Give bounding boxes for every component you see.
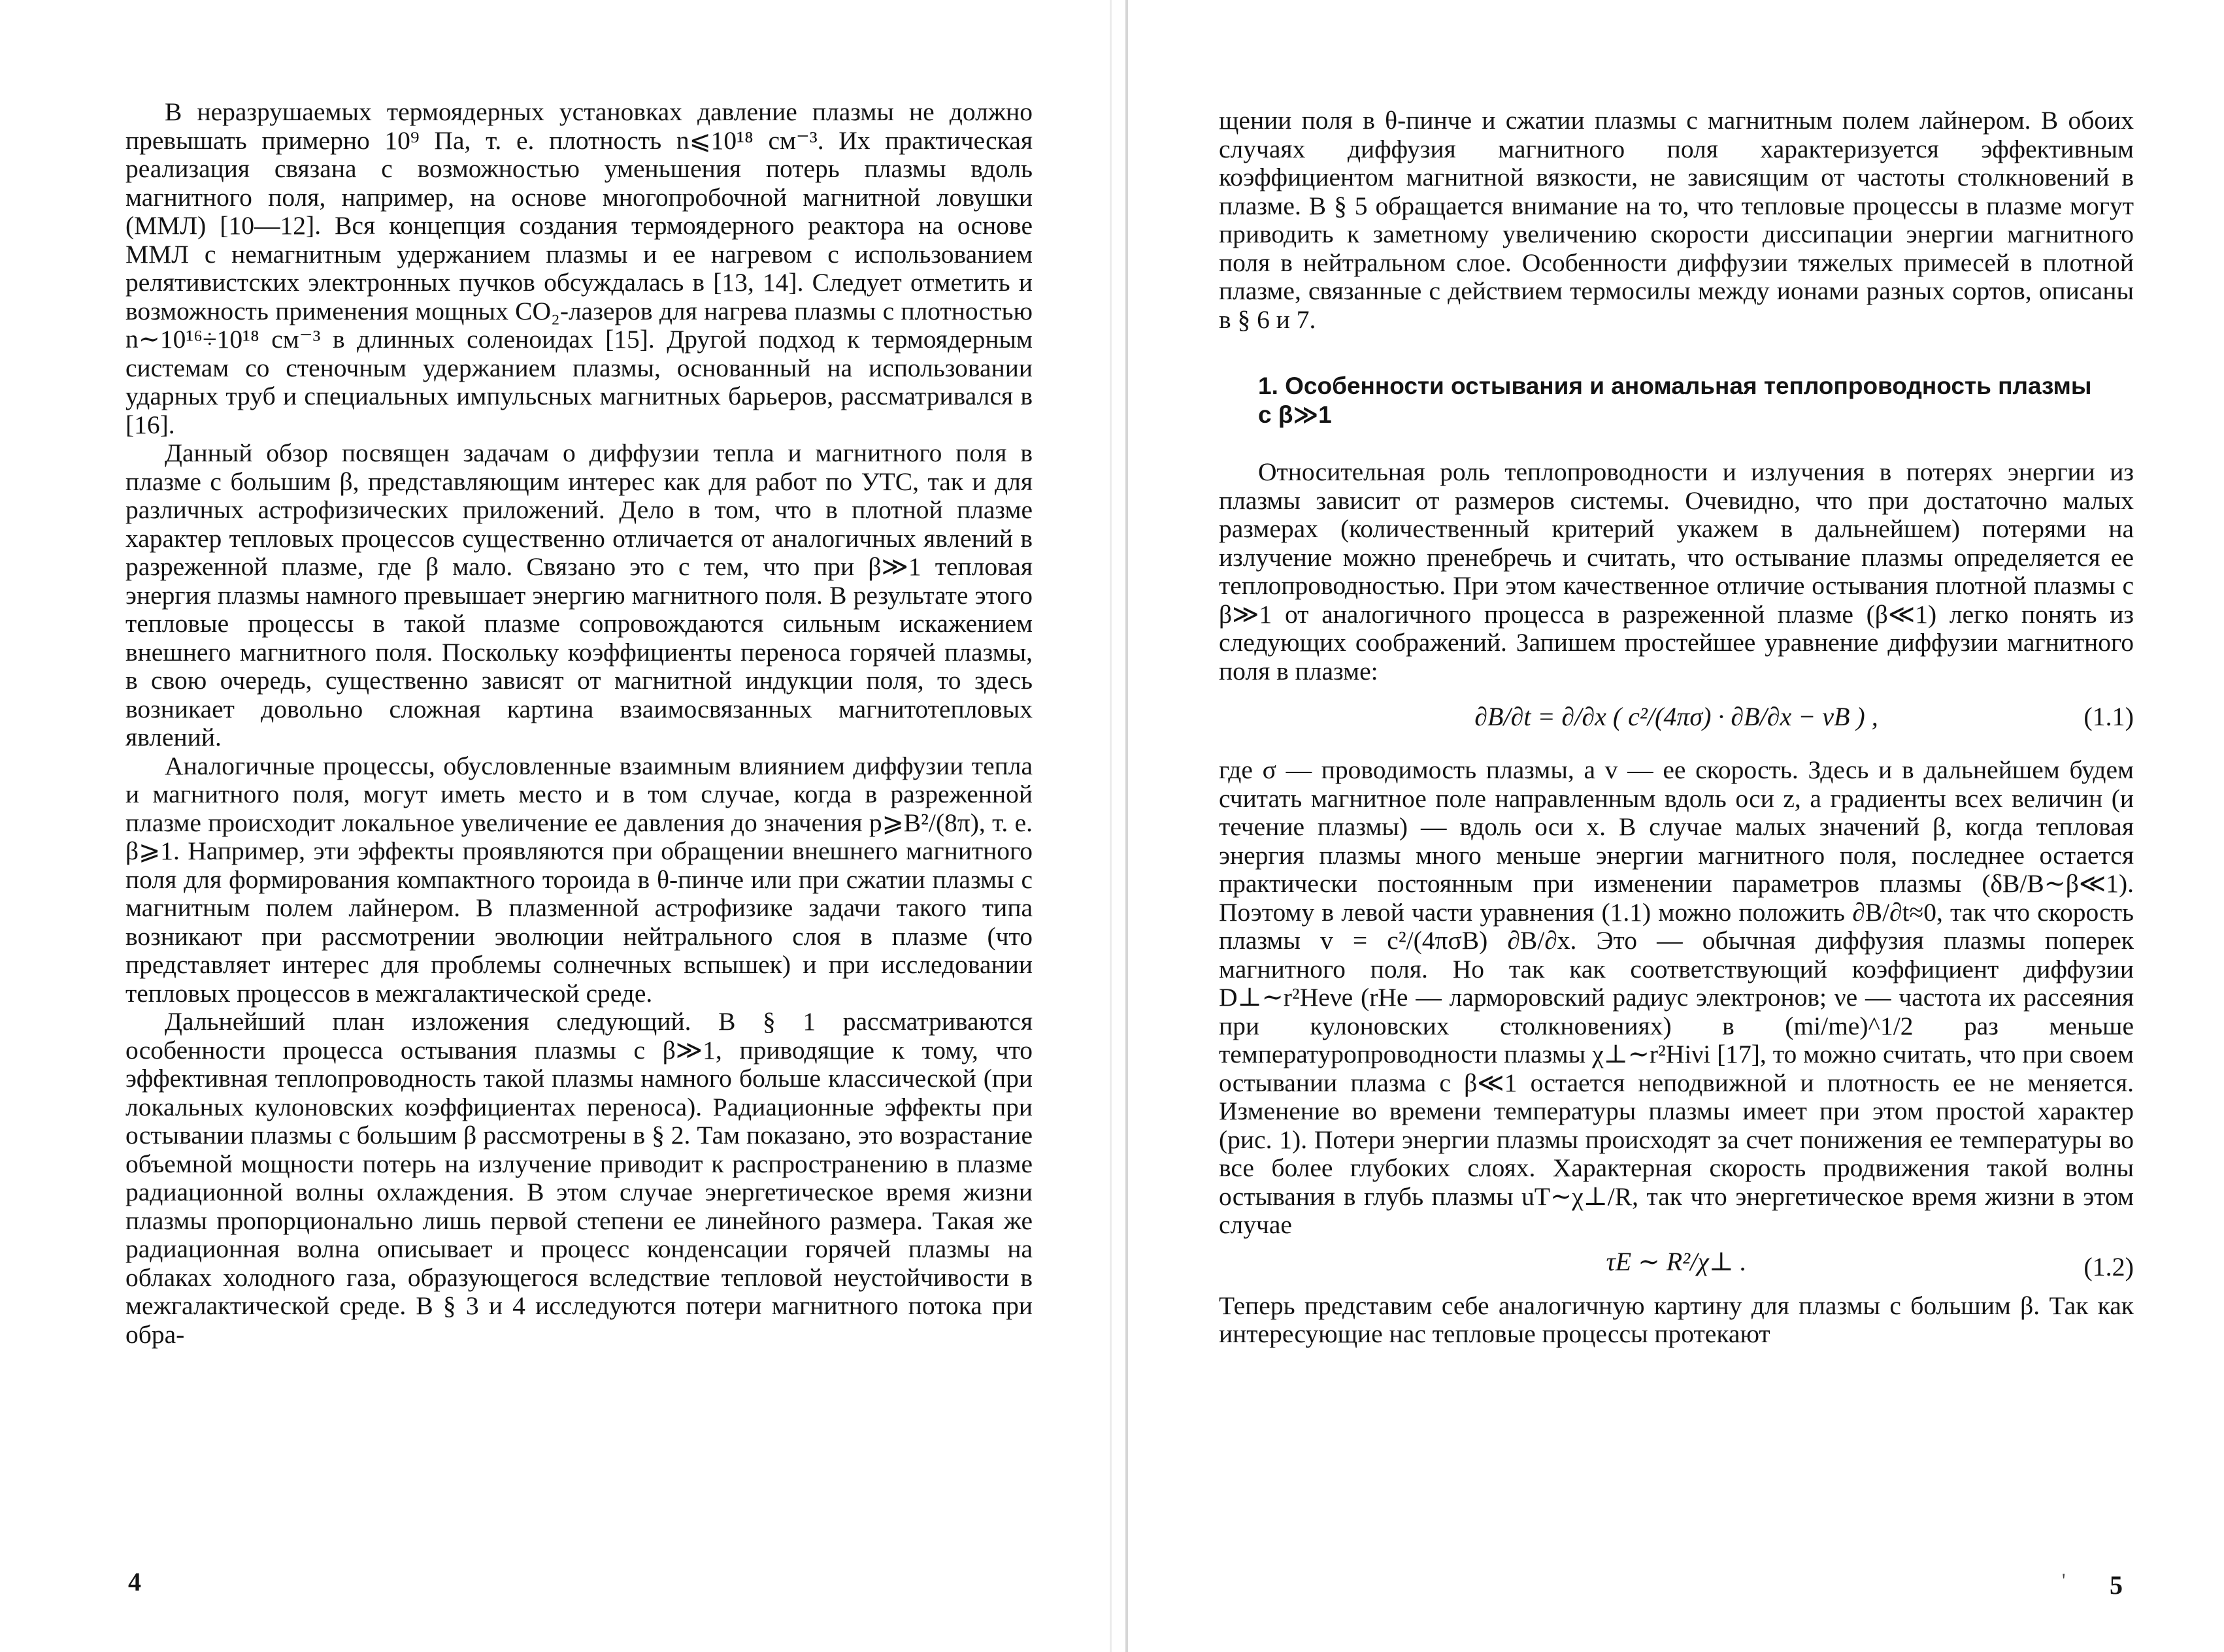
equation-1-1-number: (1.1) bbox=[2083, 702, 2134, 731]
page-number-right: 5 bbox=[2110, 1570, 2123, 1600]
right-paragraph-2: где σ — проводимость плазмы, а v — ее скорость. Здесь и в дальнейшем будем считать магнитное поле направленным вдоль оси z, а градиенты всех величин (и течение плазмы) — вдоль оси x. В случае малых значений β, когда тепловая энергия плазмы много меньше энергии магнитного поля, последнее остается практически постоянным при изменении параметров плазмы (δB/B∼β≪1). Поэтому в левой части уравнения (1.1) можно положить ∂B/∂t≈0, так что скорость плазмы v = c²/(4πσB) ∂B/∂x. Это — обычная диффузия плазмы поперек магнитного поля. Но так как соответствующий коэффициент диффузии D⊥∼r²Heνe (rHe — ларморовский радиус электронов; νe — частота их рассеяния при кулоновских столкновениях) в (mi/me)^1/2 раз меньше температуропроводности плазмы χ⊥∼r²Hiνi [17], то можно считать, что при своем остывании плазма с β≪1 остается неподвижной и плотность ее не меняется. Изменение во времени температуры плазмы имеет при этом простой характер (рис. 1). Потери энергии плазмы происходят за счет понижения ее температуры во все более глубоких слоях. Характерная скорость продвижения такой волны остывания в глубь плазмы uT∼χ⊥/R, так что энергетическое время жизни в этом случае bbox=[1219, 755, 2134, 1239]
left-paragraph-4: Дальнейший план изложения следующий. В § 1 рассматриваются особенности процесса остывания плазмы с β≫1, приводящие к тому, что эффективная теплопроводность такой плазмы намного больше классической (при локальных кулоновских коэффициентах переноса). Радиационные эффекты при остывании плазмы с большим β рассмотрены в § 2. Там показано, это возрастание объемной мощности потерь на излучение приводит к распространению в плазме радиационной волны охлаждения. В этом случае энергетическое время жизни плазмы пропорционально лишь первой степени ее линейного размера. Такая же радиационная волна описывает и процесс конденсации горячей плазмы на облаках холодного газа, образующегося вследствие тепловой неустойчивости в межгалактической среде. В § 3 и 4 исследуются потери магнитного потока при обра- bbox=[125, 1007, 1033, 1349]
page-number-left: 4 bbox=[128, 1567, 141, 1596]
left-paragraph-3: Аналогичные процессы, обусловленные взаимным влиянием диффузии тепла и магнитного поля, могут иметь место и в том случае, когда в разреженной плазме происходит локальное увеличение ее давления до значения p⩾B²/(8π), т. е. β⩾1. Например, эти эффекты проявляются при обращении внешнего магнитного поля для формирования компактного тороида в θ-пинче или при сжатии плазмы с магнитным полем лайнером. В плазменной астрофизике задачи такого типа возникают при рассмотрении эволюции нейтрального слоя в плазме (что представляет интерес для проблемы солнечных вспышек) и при исследовании тепловых процессов в межгалактической среде. bbox=[125, 751, 1033, 1008]
margin-mark: ' bbox=[2062, 1570, 2066, 1591]
right-paragraph-1: Относительная роль теплопроводности и излучения в потерях энергии из плазмы зависит от размеров системы. Очевидно, что при достаточно малых размерах (количественный критерий укажем в дальнейшем) потерями на излучение можно пренебречь и считать, что остывание плазмы определяется ее теплопроводностью. При этом качественное отличие остывания плотной плазмы с β≫1 от аналогичного процесса в разреженной плазме (β≪1) легко понять из следующих соображений. Запишем простейшее уравнение диффузии магнитного поля в плазме: bbox=[1219, 457, 2134, 686]
equation-1-1 bbox=[1219, 689, 2134, 748]
equation-1-2-expression: τE ∼ R²/χ⊥ . bbox=[1606, 1246, 1747, 1276]
right-page bbox=[1127, 0, 2224, 1652]
equation-1-2 bbox=[1219, 1244, 2134, 1284]
left-text-column bbox=[125, 98, 1033, 1349]
section-title: 1. Особенности остывания и аномальная теплопроводность плазмы с β≫1 bbox=[1258, 372, 2092, 428]
equation-1-2-number: (1.2) bbox=[2083, 1251, 2134, 1281]
equation-1-1-expression: ∂B/∂t = ∂/∂x ( c²/(4πσ) · ∂B/∂x − vB ) , bbox=[1474, 702, 1878, 731]
right-intro-paragraph: щении поля в θ-пинче и сжатии плазмы с магнитным полем лайнером. В обоих случаях диффузия магнитного поля характеризуется эффективным коэффициентом магнитной вязкости, не зависящим от частоты столкновений в плазме. В § 5 обращается внимание на то, что тепловые процессы в плазме могут приводить к заметному увеличению скорости диссипации энергии магнитного поля в нейтральном слое. Особенности диффузии тяжелых примесей в плотной плазме, связанные с действием термосилы между ионами разных сортов, описаны в § 6 и 7. bbox=[1219, 106, 2134, 334]
left-paragraph-1: В неразрушаемых термоядерных установках давление плазмы не должно превышать примерно 10⁹ Па, т. е. плотность n⩽10¹⁸ см⁻³. Их практическая реализация связана с возможностью уменьшения потерь плазмы вдоль магнитного поля, например, на основе многопробочной магнитной ловушки (ММЛ) [10—12]. Вся концепция создания термоядерного реактора на основе ММЛ с немагнитным удержанием плазмы и ее нагревом с использованием релятивистских электронных пучков обсуждалась в [13, 14]. Следует отметить и возможность применения мощных CO₂-лазеров для нагрева плазмы с плотностью n∼10¹⁶÷10¹⁸ см⁻³ в длинных соленоидах [15]. Другой подход к термоядерным системам со стеночным удержанием плазмы, основанный на использовании ударных труб и специальных импульсных магнитных барьеров, рассматривался в [16]. bbox=[125, 97, 1033, 439]
left-paragraph-2: Данный обзор посвящен задачам о диффузии тепла и магнитного поля в плазме с большим β, представляющим интерес как для работ по УТС, так и для различных астрофизических приложений. Дело в том, что в плотной плазме характер тепловых процессов существенно отличается от аналогичных явлений в разреженной плазме, где β мало. Связано это с тем, что при β≫1 тепловая энергия плазмы намного превышает энергию магнитного поля. В результате этого тепловые процессы в такой плазме сопровождаются сильным искажением внешнего магнитного поля. Поскольку коэффициенты переноса горячей плазмы, в свою очередь, существенно зависят от магнитной индукции поля, то здесь возникает довольно сложная картина взаимосвязанных магнитотепловых явлений. bbox=[125, 438, 1033, 752]
right-paragraph-3: Теперь представим себе аналогичную картину для плазмы с большим β. Так как интересующие нас тепловые процессы протекают bbox=[1219, 1291, 2134, 1348]
right-text-column bbox=[1219, 107, 2134, 1349]
